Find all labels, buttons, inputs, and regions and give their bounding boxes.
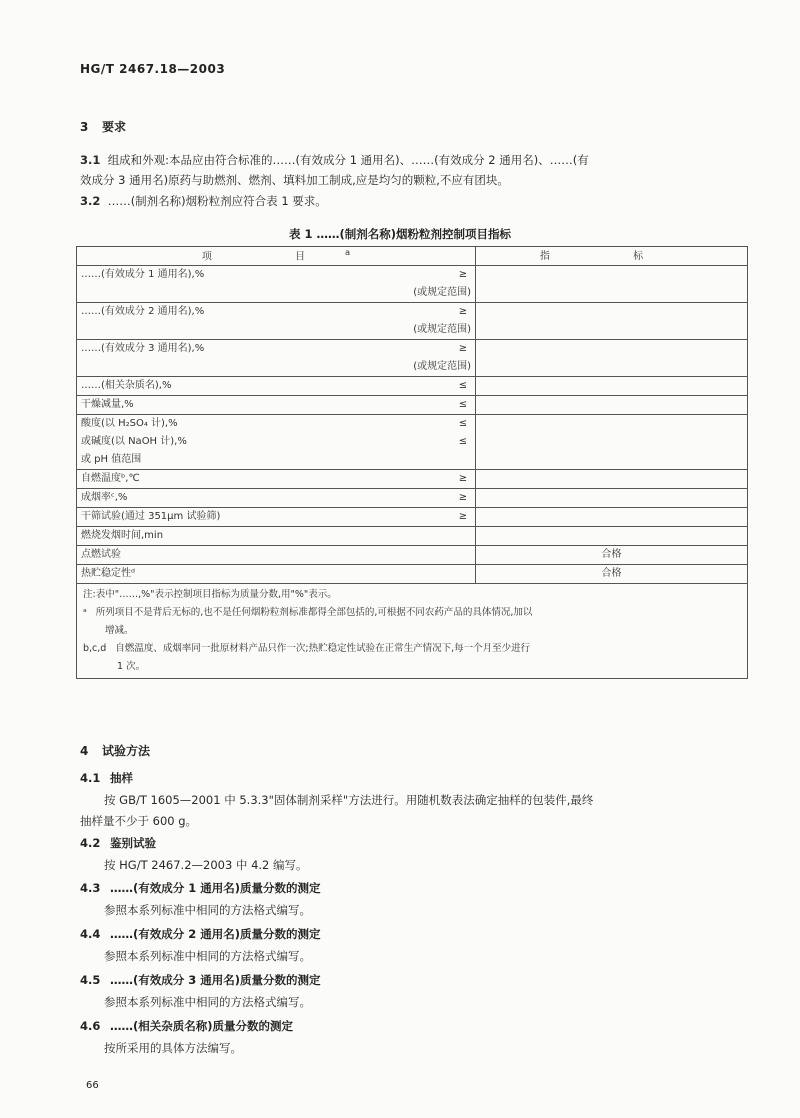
comparison-symbol: ≥: [458, 306, 468, 317]
item-label: 干筛试验(通过 351μm 试验筛): [81, 511, 221, 522]
table-footnote-a: ᵃ 所列项目不是背后无标的,也不是任何烟粉粒剂标准都得全部包括的,可根据不同农药产品的具体情况,加以: [83, 607, 533, 618]
item-label: ……(相关杂质名),%: [81, 380, 172, 391]
clause-number: 3.2: [80, 194, 101, 208]
item-label: 成烟率ᶜ,%: [81, 492, 128, 503]
clause-4-1-heading: 4.1 抽样: [80, 771, 133, 785]
range-note: (或规定范围): [413, 324, 471, 335]
clause-4-1-text-cont: 抽样量不少于 600 g。: [80, 814, 198, 828]
clause-number: 3.1: [80, 153, 101, 167]
comparison-symbol: ≥: [458, 269, 468, 280]
col-header-item: 项 目$^a$: [77, 247, 476, 266]
clause-4-5-heading: 4.5 ……(有效成分 3 通用名)质量分数的测定: [80, 973, 321, 987]
item-label: 燃烧发烟时间,min: [81, 530, 164, 541]
index-value: 合格: [601, 568, 622, 579]
clause-text: 组成和外观:本品应由符合标准的……(有效成分 1 通用名)、……(有效成分 2 通用名)、……(有: [107, 153, 589, 167]
table-row: [77, 396, 748, 415]
clause-4-6-text: 按所采用的具体方法编写。: [104, 1041, 242, 1055]
clause-3-1-cont: 效成分 3 通用名)原药与助燃剂、燃剂、填料加工制成,应是均匀的颗粒,不应有团块。: [80, 173, 509, 187]
comparison-symbol: ≥: [458, 473, 468, 484]
table-footnote-bcd: b,c,d 自燃温度、成烟率同一批原材料产品只作一次;热贮稳定性试验在正常生产情况下,每一个月至少进行: [83, 643, 531, 654]
table-row: [77, 565, 748, 584]
item-label: ……(有效成分 2 通用名),%: [81, 306, 205, 317]
table-note: 注:表中"……,%"表示控制项目指标为质量分数,用"%"表示。: [83, 589, 337, 600]
comparison-symbol: ≤: [458, 418, 468, 429]
section-4-heading: [80, 742, 150, 759]
comparison-symbol: ≥: [458, 511, 468, 522]
table-footnote-bcd-cont: 1 次。: [117, 661, 146, 672]
clause-4-2-heading: 4.2 鉴别试验: [80, 836, 156, 850]
section-number: 4: [80, 744, 89, 758]
item-label: 或碱度(以 NaOH 计),%: [81, 436, 187, 447]
range-note: (或规定范围): [413, 287, 471, 298]
clause-3-2: [80, 193, 327, 209]
clause-4-1-text: 按 GB/T 1605—2001 中 5.3.3"固体制剂采样"方法进行。用随机数表法确定抽样的包装件,最终: [104, 793, 594, 807]
table-row: [77, 377, 748, 396]
clause-4-6-heading: 4.6 ……(相关杂质名称)质量分数的测定: [80, 1019, 294, 1033]
comparison-symbol: ≤: [458, 399, 468, 410]
table-caption: 表 1 ……(制剂名称)烟粉粒剂控制项目指标: [288, 227, 512, 241]
item-label: ……(有效成分 3 通用名),%: [81, 343, 205, 354]
table-header-row: [77, 247, 748, 266]
index-value: 合格: [601, 549, 622, 560]
requirements-table: [76, 246, 748, 679]
standard-code: HG/T 2467.18—2003: [80, 62, 226, 76]
section-number: 3: [80, 120, 89, 134]
table-row: [77, 303, 748, 340]
table-row: [77, 546, 748, 565]
comparison-symbol: ≥: [458, 492, 468, 503]
comparison-symbol: ≥: [458, 343, 468, 354]
item-label: 自燃温度ᵇ,℃: [81, 473, 140, 484]
comparison-symbol: ≤: [458, 436, 468, 447]
section-title: 试验方法: [102, 744, 151, 758]
table-row: [77, 266, 748, 303]
clause-4-4-text: 参照本系列标准中相同的方法格式编写。: [104, 949, 311, 963]
item-label: 点燃试验: [81, 549, 121, 560]
table-row: [77, 415, 748, 470]
clause-4-3-text: 参照本系列标准中相同的方法格式编写。: [104, 903, 311, 917]
item-label: 或 pH 值范围: [81, 454, 142, 465]
table-row: [77, 508, 748, 527]
range-note: (或规定范围): [413, 361, 471, 372]
page-number: 66: [86, 1080, 99, 1091]
section-title: 要求: [102, 120, 127, 134]
clause-4-3-heading: 4.3 ……(有效成分 1 通用名)质量分数的测定: [80, 881, 321, 895]
table-row: [77, 340, 748, 377]
table-row: [77, 470, 748, 489]
clause-4-4-heading: 4.4 ……(有效成分 2 通用名)质量分数的测定: [80, 927, 321, 941]
table-footnote-a-cont: 增减。: [105, 625, 134, 636]
clause-3-1: [80, 152, 589, 168]
item-label: ……(有效成分 1 通用名),%: [81, 269, 205, 280]
table-notes-row: [77, 584, 748, 679]
section-3-heading: [80, 118, 126, 135]
col-header-index: 指 标: [476, 247, 748, 266]
comparison-symbol: ≤: [458, 380, 468, 391]
item-label: 酸度(以 H₂SO₄ 计),%: [81, 418, 178, 429]
table-row: [77, 489, 748, 508]
footnote-mark: ᵃ: [83, 607, 87, 618]
table-row: [77, 527, 748, 546]
clause-4-2-text: 按 HG/T 2467.2—2003 中 4.2 编写。: [104, 858, 308, 872]
item-label: 干燥减量,%: [81, 399, 134, 410]
clause-text: ……(制剂名称)烟粉粒剂应符合表 1 要求。: [107, 194, 327, 208]
clause-4-5-text: 参照本系列标准中相同的方法格式编写。: [104, 995, 311, 1009]
footnote-mark: b,c,d: [83, 643, 107, 654]
item-label: 热贮稳定性ᵈ: [81, 568, 136, 579]
